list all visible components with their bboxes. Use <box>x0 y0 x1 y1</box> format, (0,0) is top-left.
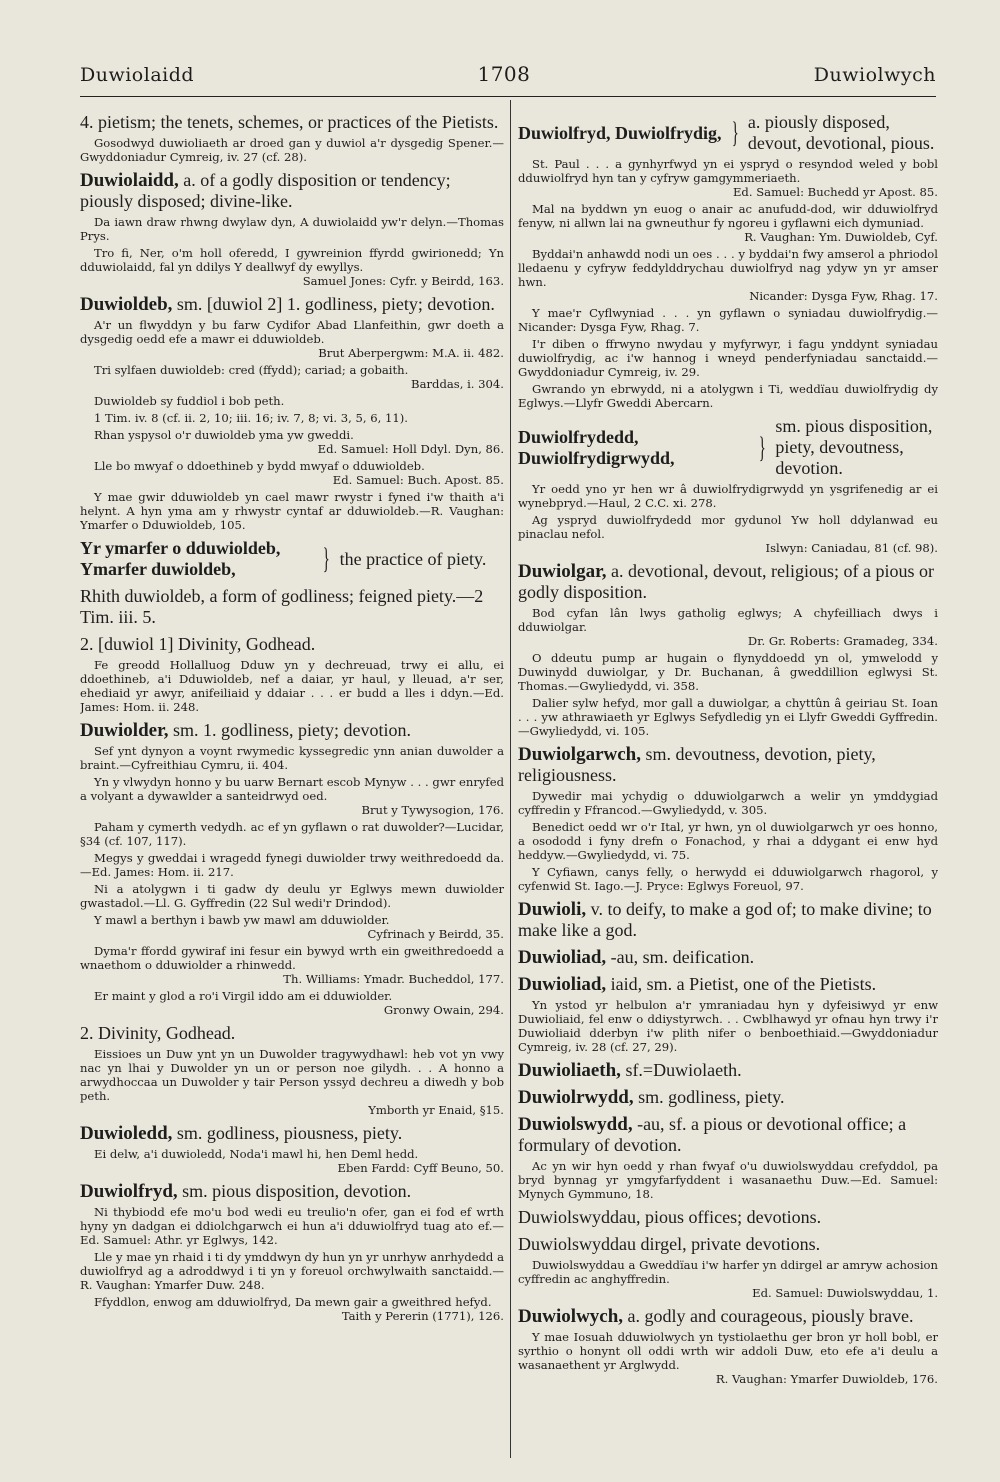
citation-quote: Y mawl a berthyn i bawb yw mawl am dduwiolder. <box>94 913 390 927</box>
left-column <box>80 106 504 1462</box>
headword-entry <box>80 1023 504 1044</box>
citation-quote: Byddai'n anhawdd nodi un oes . . . y byddai'n fwy amserol a phriodol lledaenu y cyfryw feddylddrychau duwiolfryd nag ydyw yn yr amser hwn. <box>518 247 938 289</box>
citation-source: Nicander: Dysga Fyw, Rhag. 17. <box>749 289 938 303</box>
citation-quote: A'r un flwyddyn y bu farw Cydifor Abad Llanfeithin, gwr doeth a dysgedig oedd efe a mawr ei dduwioldeb. <box>80 318 504 346</box>
citation-source: Ed. Samuel: Buchedd yr Apost. 85. <box>732 185 938 199</box>
header-right-word: Duwiolwych <box>813 64 936 86</box>
bracketed-headwords: Yr ymarfer o dduwioldeb, Ymarfer duwioldeb, <box>80 538 281 579</box>
headword-entry <box>80 1181 504 1202</box>
headword-entry <box>518 974 938 995</box>
headword-entry <box>80 720 504 741</box>
citation-quote: Er maint y glod a ro'i Virgil iddo am ei dduwiolder. <box>94 989 393 1003</box>
citation-quote: Ac yn wir hyn oedd y rhan fwyaf o'u duwiolswyddau crefyddol, pa bryd bynnag yr ymgyfarfyddent i wasanaethu Duw.—Ed. Samuel: Mynych Gymmuno, 18. <box>518 1159 938 1201</box>
headword-entry <box>518 1207 938 1228</box>
headword-entry <box>518 1060 938 1081</box>
definition: a. devotional, devout, religious; of a pious or godly disposition. <box>518 561 934 602</box>
citation-source: Ed. Samuel: Holl Ddyl. Dyn, 86. <box>317 442 504 456</box>
citation-quote: Benedict oedd wr o'r Ital, yr hwn, yn ol duwiolgarwch yr oes honno, a osododd i fyny drefn o Fonachod, y rhai a ddygant ei enw hyd heddyw.—Gwyliedydd, vi. 75. <box>518 820 938 862</box>
brace-glyph: } <box>758 430 766 464</box>
definition: -au, sm. deification. <box>606 947 755 967</box>
definition: sm. godliness, piousness, piety. <box>172 1123 403 1143</box>
brace-glyph: } <box>322 542 330 575</box>
headword-entry <box>80 294 504 315</box>
citation-source: Barddas, i. 304. <box>411 377 504 391</box>
headword-entry <box>80 1123 504 1144</box>
column-divider <box>510 100 511 1458</box>
citation-source: Eben Fardd: Cyff Beuno, 50. <box>337 1161 504 1175</box>
citation-quote: I'r diben o ffrwyno nwydau y myfyrwyr, i fagu ynddynt syniadau duwiolfrydig, ac i'w hannog i wneyd penderfyniadau sanctaidd.—Gwyddoniadur Cymreig, iv. 29. <box>518 337 938 379</box>
headword-entry <box>518 1234 938 1255</box>
citation-quote: O ddeutu pump ar hugain o flynyddoedd yn ol, ymwelodd y Duwinydd duwiolgar, y Dr. Buchanan, â gweddillion eglwysi St. Thomas.—Gwyliedydd, vi. 358. <box>518 651 938 693</box>
citation-quote: Fe greodd Hollalluog Dduw yn y dechreuad, trwy ei allu, ei ddoethineb, a'i Dduwioldeb, nef a daiar, yr haul, y lleuad, a'r ser, ehediaid yr awyr, anifeiliaid y ddaiar . . . er budd a lles i ddyn.—Ed. James: Hom. ii. 248. <box>80 658 504 714</box>
bracketed-headwords: Duwiolfryd, Duwiolfrydig, <box>518 122 722 143</box>
citation-quote: Mal na byddwn yn euog o anair ac anufudd-dod, wir dduwiolfryd fenyw, ni allwn lai na gwneuthur fy ngoreu i gyflawni eich dymuniad. <box>518 202 938 230</box>
citation-quote: Da iawn draw rhwng dwylaw dyn, A duwiolaidd yw'r delyn.—Thomas Prys. <box>80 215 504 243</box>
headword: Duwiolwych, <box>518 1306 624 1327</box>
citation-source: Cyfrinach y Beirdd, 35. <box>367 927 504 941</box>
definition: sm. godliness, piety. <box>633 1087 785 1107</box>
page-number: 1708 <box>477 62 531 86</box>
headword: Duwioliaeth, <box>518 1060 621 1081</box>
headword-entry <box>518 899 938 941</box>
citation-quote: Ei delw, a'i duwioledd, Noda'i mawl hi, hen Deml hedd. <box>94 1147 419 1161</box>
definition: 4. pietism; the tenets, schemes, or practices of the Pietists. <box>80 112 499 132</box>
running-header <box>80 62 936 86</box>
citation-source: Ed. Samuel: Duwiolswyddau, 1. <box>752 1286 938 1300</box>
citation-quote: Yn y vlwydyn honno y bu uarw Bernart escob Mynyw . . . gwr enryfed a volyant a dywawlder a santeidrwyd oed. <box>80 775 504 803</box>
definition: a. godly and courageous, piously brave. <box>623 1306 914 1326</box>
headword: Duwioli, <box>518 899 587 920</box>
right-column <box>518 106 938 1462</box>
headword-entry <box>518 744 938 786</box>
header-rule <box>80 96 936 97</box>
citation-source: R. Vaughan: Ym. Duwioldeb, Cyf. <box>744 230 938 244</box>
headword: Duwioliad, <box>518 947 607 968</box>
citation-quote: Ag yspryd duwiolfrydedd mor gydunol Yw holl ddylanwad eu pinaclau nefol. <box>518 513 938 541</box>
bracketed-entry <box>80 538 504 580</box>
citation-quote: Ffyddlon, enwog am dduwiolfryd, Da mewn gair a gweithred hefyd. <box>94 1295 492 1309</box>
definition: sm. pious disposition, devotion. <box>177 1181 412 1201</box>
headword-entry <box>518 1087 938 1108</box>
bracketed-entry <box>518 112 938 154</box>
headword-entry <box>518 561 938 603</box>
citation-quote: Ni a atolygwn i ti gadw dy deulu yr Eglwys mewn duwiolder gwastadol.—Ll. G. Gyffredin (22 Sul wedi'r Drindod). <box>80 882 504 910</box>
citation-source: Taith y Pererin (1771), 126. <box>341 1309 504 1323</box>
citation-quote: Tro fi, Ner, o'm holl oferedd, I gywreinion ffyrdd gwirionedd; Yn dduwiolaidd, fal yn ddilys Y deallwyf dy ewyllys. <box>80 246 504 274</box>
headword-entry <box>80 170 504 212</box>
headword-entry <box>518 947 938 968</box>
citation-quote: Tri sylfaen duwioldeb: cred (ffydd); cariad; a gobaith. <box>94 363 409 377</box>
citation-quote: Bod cyfan lân lwys gatholig eglwys; A chyfeilliach dwys i dduwiolgar. <box>518 606 938 634</box>
headword: Duwioliad, <box>518 974 607 995</box>
citation-quote: Duwioldeb sy fuddiol i bob peth. <box>94 394 285 408</box>
definition: 2. Divinity, Godhead. <box>80 1023 236 1043</box>
citation-quote: Yn ystod yr helbulon a'r ymraniadau hyn y dyfeisiwyd yr enw Duwioliaid, fel enw o ddiystyrwch. . . Cwblhawyd yr ofnau hyn trwy i'r Duwioliaid dderbyn i'w plith nifer o benboethiaid.—Gwyddoniadur Cymreig, iv. 28 (cf. 27, 29). <box>518 998 938 1054</box>
citation-quote: Dyma'r ffordd gywiraf ini fesur ein bywyd wrth ein gweithredoedd a wnaethom o dduwiolder a rhinwedd. <box>80 944 504 972</box>
headword-entry <box>518 1114 938 1156</box>
citation-source: Ymborth yr Enaid, §15. <box>368 1103 504 1117</box>
definition: Duwiolswyddau, pious offices; devotions. <box>518 1207 822 1227</box>
citation-quote: Lle bo mwyaf o ddoethineb y bydd mwyaf o dduwioldeb. <box>94 459 425 473</box>
citation-quote: Rhan yspysol o'r duwioldeb yma yw gweddi. <box>94 428 354 442</box>
headword: Duwioldeb, <box>80 294 173 315</box>
citation-source: Brut y Tywysogion, 176. <box>361 803 504 817</box>
definition: sf.=Duwiolaeth. <box>620 1060 742 1080</box>
bracketed-definition: sm. pious disposition, piety, devoutness, devotion. <box>775 416 933 478</box>
definition: v. to deify, to make a god of; to make divine; to make like a god. <box>518 899 932 940</box>
citation-quote: Megys y gweddai i wragedd fynegi duwiolder trwy weithredoedd da.—Ed. James: Hom. ii. 217. <box>80 851 504 879</box>
definition: 2. [duwiol 1] Divinity, Godhead. <box>80 634 316 654</box>
citation-quote: Paham y cymerth vedydh. ac ef yn gyflawn o rat duwolder?—Lucidar, §34 (cf. 107, 117). <box>80 820 504 848</box>
citation-quote: Dywedir mai ychydig o dduwiolgarwch a welir yn ymddygiad cyffredin y Ffrancod.—Gwyliedydd, v. 305. <box>518 789 938 817</box>
citation-quote: Y mae gwir dduwioldeb yn cael mawr rwystr i fyned i'w thaith a'i helynt. A hyn yma am y rhwystr cyntaf ar dduwioldeb.—R. Vaughan: Ymarfer o Dduwioldeb, 105. <box>80 490 504 532</box>
bracketed-definition: a. piously disposed, devout, devotional, pious. <box>747 112 935 153</box>
headword: Duwiolfryd, <box>80 1181 178 1202</box>
citation-source: Th. Williams: Ymadr. Bucheddol, 177. <box>283 972 504 986</box>
headword: Duwiolgar, <box>518 561 607 582</box>
citation-quote: Gwrando yn ebrwydd, ni a atolygwn i Ti, weddïau duwiolfrydig dy Eglwys.—Llyfr Gweddi Abercarn. <box>518 382 938 410</box>
definition: Rhith duwioldeb, a form of godliness; feigned piety.—2 Tim. iii. 5. <box>80 586 484 627</box>
citation-quote: Sef ynt dynyon a voynt rwymedic kyssegredic ynn anian duwolder a braint.—Cyfreithiau Cymru, ii. 404. <box>80 744 504 772</box>
citation-quote: Ni thybiodd efe mo'u bod wedi eu treulio'n ofer, gan ei fod ef wrth hyny yn dadgan ei ddiolchgarwch ei hun a'i dduwiolfryd tuag ato ef.—Ed. Samuel: Athr. yr Eglwys, 142. <box>80 1205 504 1247</box>
citation-quote: St. Paul . . . a gynhyrfwyd yn ei yspryd o resyndod weled y bobl dduwiolfryd hyn tan y cyfryw gamgymmeriaeth. <box>518 157 938 185</box>
definition: Duwiolswyddau dirgel, private devotions. <box>518 1234 821 1254</box>
headword-entry <box>80 634 504 655</box>
citation-quote: Y mae'r Cyflwyniad . . . yn gyflawn o syniadau duwiolfrydig.—Nicander: Dysga Fyw, Rhag. 7. <box>518 306 938 334</box>
brace-glyph: } <box>731 116 739 149</box>
citation-source: Islwyn: Caniadau, 81 (cf. 98). <box>765 541 938 555</box>
headword: Duwiolrwydd, <box>518 1087 634 1108</box>
definition: -au, sf. a pious or devotional office; a formulary of devotion. <box>518 1114 907 1155</box>
bracketed-headwords: Duwiolfrydedd, Duwiolfrydigrwydd, <box>518 426 675 468</box>
citation-source: Samuel Jones: Cyfr. y Beirdd, 163. <box>302 274 504 288</box>
bracketed-entry <box>518 416 938 479</box>
header-left-word: Duwiolaidd <box>80 64 195 86</box>
citation-source: Gronwy Owain, 294. <box>383 1003 504 1017</box>
citation-quote: Dalier sylw hefyd, mor gall a duwiolgar, a chyttûn â geiriau St. Ioan . . . yw athrawiaeth yr Eglwys Sefydledig yn ei Llyfr Gweddi Gyffredin.—Gwyliedydd, vi. 105. <box>518 696 938 738</box>
headword: Duwioledd, <box>80 1123 173 1144</box>
headword: Duwiolder, <box>80 720 169 741</box>
citation-source: Dr. Gr. Roberts: Gramadeg, 334. <box>747 634 938 648</box>
citation-quote: Y mae Iosuah dduwiolwych yn tystiolaethu ger bron yr holl bobl, er syrthio o honynt oll oddi wrth wir addoli Duw, eto efe a'i deulu a wasanaethent yr Arglwydd. <box>518 1330 938 1372</box>
bracketed-definition: the practice of piety. <box>339 548 487 569</box>
citation-quote: Duwiolswyddau a Gweddïau i'w harfer yn ddirgel ar amryw achosion cyffredin ac anghyffredin. <box>518 1258 938 1286</box>
headword-entry <box>518 1306 938 1327</box>
headword-entry <box>80 586 504 628</box>
headword: Duwiolaidd, <box>80 170 179 191</box>
citation-quote: Eissioes un Duw ynt yn un Duwolder tragywydhawl: heb vot yn vwy nac yn lhai y Duwolder yn un or person noe gilydh. . . A honno a arwydhoccaa un Duwolder y tair Person yssyd dechreu a diwedh y bob peth. <box>80 1047 504 1103</box>
citation-quote: Y Cyfiawn, canys felly, o herwydd ei dduwiolgarwch rhagorol, y cyfenwid St. Iago.—J. Pryce: Eglwys Foreuol, 97. <box>518 865 938 893</box>
definition: iaid, sm. a Pietist, one of the Pietists. <box>606 974 877 994</box>
citation-source: Ed. Samuel: Buch. Apost. 85. <box>332 473 504 487</box>
definition: a. of a godly disposition or tendency; piously disposed; divine-like. <box>80 170 451 211</box>
citation-quote: Yr oedd yno yr hen wr â duwiolfrydigrwydd yn ysgrifenedig ar ei wynebpryd.—Haul, 2 C.C. xi. 278. <box>518 482 938 510</box>
definition: sm. 1. godliness, piety; devotion. <box>168 720 412 740</box>
headword: Duwiolgarwch, <box>518 744 641 765</box>
citation-quote: 1 Tim. iv. 8 (cf. ii. 2, 10; iii. 16; iv. 7, 8; vi. 3, 5, 6, 11). <box>94 411 408 425</box>
definition: sm. [duwiol 2] 1. godliness, piety; devotion. <box>172 294 495 314</box>
citation-quote: Gosodwyd duwioliaeth ar droed gan y duwiol a'r dysgedig Spener.—Gwyddoniadur Cymreig, iv. 27 (cf. 28). <box>80 136 504 164</box>
citation-source: R. Vaughan: Ymarfer Duwioldeb, 176. <box>715 1372 938 1386</box>
citation-quote: Lle y mae yn rhaid i ti dy ymddwyn dy hun yn yr unrhyw anrhydedd a duwiolfryd ag a adroddwyd i ti yn y foreuol orchwylwaith sanctaidd.—R. Vaughan: Ymarfer Duw. 248. <box>80 1250 504 1292</box>
citation-source: Brut Aberpergwm: M.A. ii. 482. <box>318 346 504 360</box>
headword: Duwiolswydd, <box>518 1114 633 1135</box>
definition: sm. devoutness, devotion, piety, religiousness. <box>518 744 876 785</box>
